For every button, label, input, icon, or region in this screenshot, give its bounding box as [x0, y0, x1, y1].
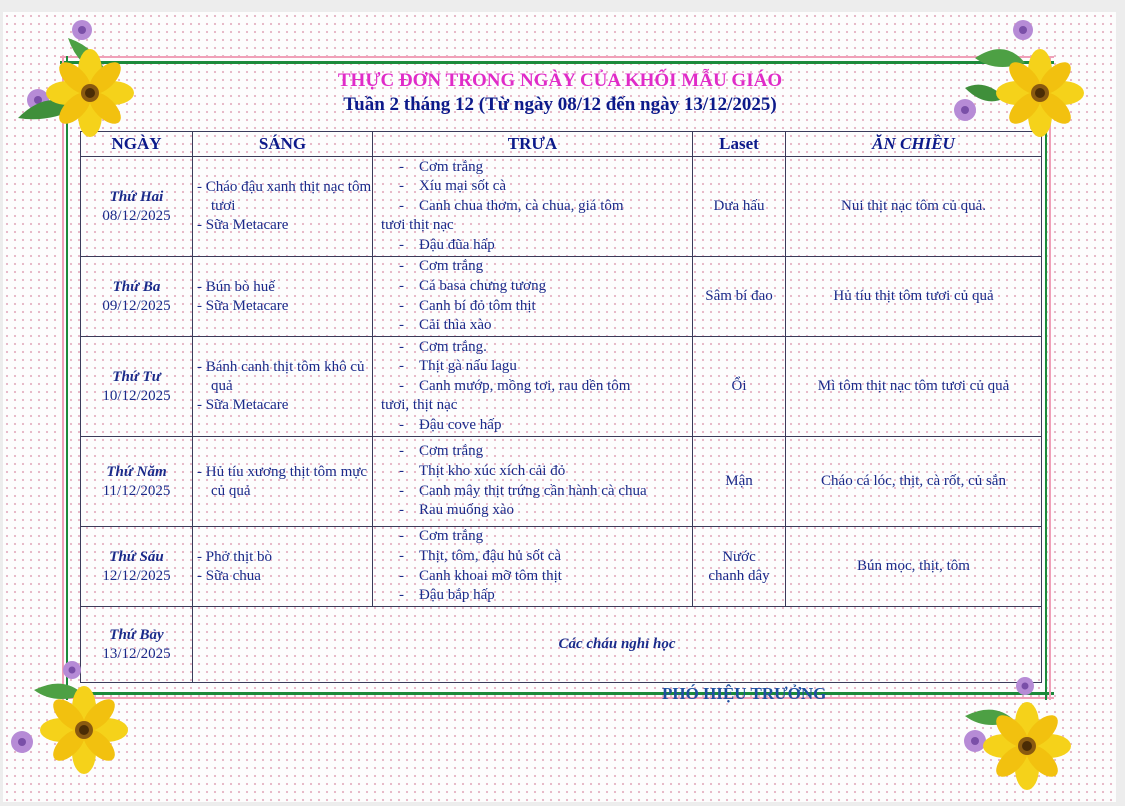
day-date: 11/12/2025: [102, 482, 171, 499]
frame-line: [1045, 56, 1047, 700]
flower-icon: [8, 18, 138, 138]
col-header-trua: TRƯA: [373, 132, 693, 157]
list-item: - Cơm trắng.: [373, 338, 692, 358]
holiday-note: Các cháu nghỉ học: [193, 607, 1042, 683]
lunch-cell: [373, 157, 693, 257]
afternoon-cell: Cháo cá lóc, thịt, cà rốt, củ sắn: [786, 437, 1042, 527]
list-item: - Thịt kho xúc xích cải đỏ: [373, 462, 692, 482]
day-date: 09/12/2025: [102, 297, 171, 314]
laset-cell: Ổi: [693, 337, 786, 437]
breakfast-cell: [193, 257, 373, 337]
frame-line: [60, 692, 1054, 695]
list-item: - Cháo đậu xanh thịt nạc tôm tươi: [195, 178, 372, 216]
list-item: tươi, thịt nạc: [381, 397, 458, 414]
list-item: - Bánh canh thịt tôm khô củ quả: [195, 358, 372, 396]
list-item: - Cơm trắng: [373, 442, 692, 462]
list-item: - Cơm trắng: [373, 257, 692, 277]
col-header-sang: SÁNG: [193, 132, 373, 157]
list-item: - Canh mướp, mồng tơi, rau dền tôm: [373, 377, 692, 397]
laset-cell: Dưa hấu: [693, 157, 786, 257]
list-item: - Thịt gà nấu lagu: [373, 357, 692, 377]
table-row: [81, 257, 1042, 337]
list-item: tươi thịt nạc: [381, 217, 454, 234]
list-item: - Sữa Metacare: [195, 297, 372, 316]
afternoon-cell: Nui thịt nạc tôm củ quả.: [786, 157, 1042, 257]
frame-line: [60, 56, 1054, 58]
laset-line: Nước: [722, 548, 756, 565]
list-item: - Sữa chua: [195, 567, 372, 586]
list-item: - Cơm trắng: [373, 158, 692, 178]
laset-cell: Mận: [693, 437, 786, 527]
day-name: Thứ Sáu: [109, 548, 164, 565]
table-row: [81, 607, 1042, 683]
lunch-cell: [373, 527, 693, 607]
table-row: [81, 437, 1042, 527]
flower-icon: [955, 676, 1080, 796]
list-item: - Cải thìa xào: [373, 316, 692, 336]
list-item: - Bún bò huế: [195, 278, 372, 297]
day-name: Thứ Ba: [112, 278, 161, 295]
page-subtitle: Tuần 2 tháng 12 (Từ ngày 08/12 đến ngày 13/12/2025): [343, 94, 777, 115]
day-name: Thứ Năm: [106, 463, 167, 480]
list-item: - Cá basa chưng tương: [373, 277, 692, 297]
day-cell: [81, 527, 193, 607]
laset-cell: [693, 527, 786, 607]
list-item: - Xíu mại sốt cà: [373, 177, 692, 197]
list-item: - Canh chua thơm, cà chua, giá tôm: [373, 197, 692, 217]
list-item: - Đậu bắp hấp: [373, 586, 692, 606]
page-title: THỰC ĐƠN TRONG NGÀY CỦA KHỐI MẪU GIÁO: [337, 70, 783, 91]
col-header-laset: Laset: [693, 132, 786, 157]
flower-icon: [4, 660, 134, 780]
list-item: - Đậu cove hấp: [373, 416, 692, 436]
day-date: 12/12/2025: [102, 567, 171, 584]
breakfast-cell: [193, 337, 373, 437]
list-item: - Sữa Metacare: [195, 396, 372, 415]
afternoon-cell: Mì tôm thịt nạc tôm tươi củ quả: [786, 337, 1042, 437]
list-item: - Sữa Metacare: [195, 216, 372, 235]
list-item: - Canh bí đỏ tôm thịt: [373, 297, 692, 317]
list-item: - Phở thịt bò: [195, 548, 372, 567]
list-item: - Canh mây thịt trứng cần hành cà chua: [373, 482, 692, 502]
breakfast-cell: [193, 157, 373, 257]
day-cell: [81, 437, 193, 527]
day-name: Thứ Hai: [109, 188, 164, 205]
table-row: [81, 157, 1042, 257]
frame-line: [66, 56, 68, 700]
flower-icon: [945, 18, 1085, 138]
day-name: Thứ Bảy: [109, 626, 164, 643]
list-item: - Cơm trắng: [373, 527, 692, 547]
frame-line: [60, 697, 1054, 699]
list-item: - Rau muống xào: [373, 501, 692, 521]
table-row: [81, 527, 1042, 607]
frame-line: [1049, 56, 1051, 700]
signature-title: PHÓ HIỆU TRƯỞNG: [662, 684, 827, 703]
table-row: [81, 337, 1042, 437]
lunch-cell: [373, 437, 693, 527]
day-cell: [81, 157, 193, 257]
col-header-an-chieu: ĂN CHIỀU: [786, 132, 1042, 157]
afternoon-cell: Bún mọc, thịt, tôm: [786, 527, 1042, 607]
list-item: - Đậu đũa hấp: [373, 236, 692, 256]
col-header-ngay: NGÀY: [81, 132, 193, 157]
breakfast-cell: [193, 437, 373, 527]
frame-line: [62, 56, 64, 700]
list-item: - Thịt, tôm, đậu hủ sốt cà: [373, 547, 692, 567]
day-date: 13/12/2025: [102, 645, 171, 662]
afternoon-cell: Hủ tíu thịt tôm tươi củ quả: [786, 257, 1042, 337]
day-date: 08/12/2025: [102, 207, 171, 224]
day-cell: [81, 257, 193, 337]
lunch-cell: [373, 337, 693, 437]
lunch-cell: [373, 257, 693, 337]
list-item: - Hủ tíu xương thịt tôm mực củ quả: [195, 463, 372, 501]
day-cell: [81, 337, 193, 437]
laset-cell: Sâm bí đao: [693, 257, 786, 337]
list-item: - Canh khoai mỡ tôm thịt: [373, 567, 692, 587]
breakfast-cell: [193, 527, 373, 607]
laset-line: chanh dây: [708, 567, 770, 584]
frame-line: [60, 61, 1054, 64]
menu-table: [80, 131, 1042, 683]
day-date: 10/12/2025: [102, 387, 171, 404]
day-name: Thứ Tư: [112, 368, 161, 385]
table-header-row: [81, 132, 1042, 157]
